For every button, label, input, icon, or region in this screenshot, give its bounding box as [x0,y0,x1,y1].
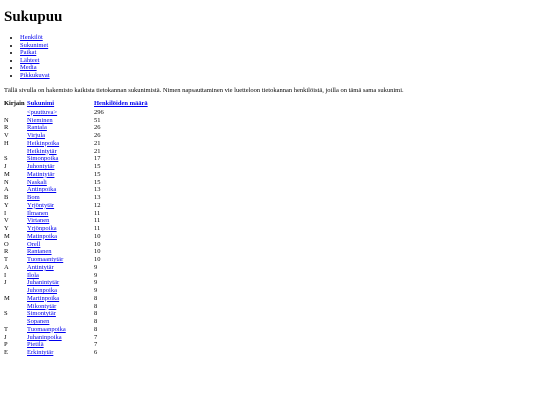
row-surname-cell [27,171,94,179]
row-letter [4,318,27,326]
table-row [4,148,154,156]
surname-link[interactable]: Martinpoika [27,294,60,302]
header-letter: Kirjain [4,100,25,107]
sort-by-count-link[interactable]: Henkilöiden määrä [94,100,148,107]
row-count: 8 [94,310,98,318]
row-letter [4,109,27,117]
row-count: 21 [94,147,101,155]
table-row [4,132,154,140]
row-letter: J [4,333,7,341]
table-row [4,264,154,272]
row-count: 26 [94,124,101,132]
table-row [4,171,154,179]
table-row [4,186,154,194]
row-surname-cell [27,233,94,241]
row-surname-cell [27,194,94,202]
row-surname-cell [27,272,94,280]
surname-link[interactable]: Juhontytär [27,163,55,170]
row-count: 8 [94,325,98,333]
row-surname-cell [27,179,94,187]
row-count: 10 [94,232,101,240]
row-count: 11 [94,209,101,217]
row-surname-cell [27,155,94,163]
row-letter: O [4,240,9,248]
row-letter: E [4,349,8,356]
row-count: 8 [94,294,98,302]
row-letter: T [4,325,8,333]
table-row [4,326,154,334]
row-surname-cell [27,349,94,357]
table-row [4,295,154,303]
row-letter: B [4,194,9,201]
surname-link[interactable]: Orell [27,240,41,248]
nav-item-media [20,64,50,72]
surname-link[interactable]: Tuomaantytär [27,256,64,263]
table-header-row [4,100,154,109]
surname-link[interactable]: Juhaninpoika [27,333,62,341]
nav-item-lahteet [20,57,50,65]
row-letter [4,287,27,295]
surname-link[interactable]: Erkintytär [27,349,54,356]
surname-link[interactable]: Juhonpoika [27,287,57,294]
row-letter: R [4,248,9,256]
table-row [4,210,154,218]
row-count: 15 [94,178,101,186]
nav-item-paikat [20,49,50,57]
nav-link-sukunimet[interactable]: Sukunimet [20,41,49,49]
row-count: 9 [94,287,98,294]
row-surname-cell [27,341,94,349]
row-letter: J [4,163,7,170]
row-surname-cell [27,256,94,264]
surname-link[interactable]: <puuttuva> [27,108,58,116]
row-letter: H [4,139,9,147]
page-title: Sukupuu [4,9,63,25]
row-letter: Y [4,201,9,209]
surname-link[interactable]: Matintytär [27,170,55,178]
row-count: 8 [94,318,98,325]
table-row [4,287,154,295]
row-surname-cell [27,241,94,249]
row-count: 26 [94,132,101,139]
row-surname-cell [27,109,94,117]
row-count: 9 [94,263,98,271]
table-row [4,272,154,280]
row-letter: J [4,279,7,287]
surname-table-body [4,109,154,357]
table-row [4,194,154,202]
surname-link[interactable]: Antinpoika [27,186,57,194]
row-count: 6 [94,349,98,356]
surname-link[interactable]: Simontytär [27,310,56,318]
surname-table [4,100,154,357]
surname-link[interactable]: Juhanintytär [27,279,60,287]
row-count: 51 [94,116,101,124]
row-count: 8 [94,302,98,310]
nav-link-henkilot[interactable]: Henkilöt [20,34,43,41]
row-count: 9 [94,279,98,287]
row-surname-cell [27,140,94,148]
table-row [4,124,154,132]
row-surname-cell [27,264,94,272]
nav-item-henkilot [20,34,50,42]
row-letter: P [4,341,8,349]
table-row [4,163,154,171]
surname-link[interactable]: Bom [27,194,40,201]
row-count: 13 [94,194,101,201]
row-surname-cell [27,248,94,256]
row-count: 12 [94,201,101,209]
row-surname-cell [27,318,94,326]
row-letter: M [4,294,10,302]
row-surname-cell [27,334,94,342]
surname-link[interactable]: Naskali [27,178,47,186]
row-surname-cell [27,326,94,334]
surname-link[interactable]: Nieminen [27,116,53,124]
row-count: 21 [94,139,101,147]
row-surname-cell [27,217,94,225]
nav-item-pikkukuvat [20,72,50,80]
table-row [4,310,154,318]
row-letter: N [4,116,9,124]
surname-link[interactable]: Pietilä [27,341,44,349]
table-row [4,279,154,287]
row-count: 15 [94,170,101,178]
sort-by-surname-link[interactable]: Sukunimi [27,100,55,107]
row-count: 10 [94,248,101,256]
row-surname-cell [27,124,94,132]
row-letter: A [4,263,9,271]
row-surname-cell [27,210,94,218]
table-row [4,241,154,249]
table-row [4,256,154,264]
row-letter: V [4,217,9,225]
table-row [4,109,154,117]
row-letter: S [4,310,8,318]
surname-link[interactable]: Simonpoika [27,155,59,163]
row-letter: A [4,186,9,194]
table-row [4,334,154,342]
row-count: 15 [94,163,101,170]
surname-link[interactable]: Antintytär [27,263,54,271]
row-count: 10 [94,240,101,248]
surname-link[interactable]: Yrjöntytär [27,201,55,209]
surname-link[interactable]: Heikinpoika [27,139,60,147]
row-letter: M [4,232,10,240]
surname-link[interactable]: Mikontytär [27,302,57,310]
row-count: 11 [94,217,101,225]
surname-link[interactable]: Rantala [27,124,47,132]
row-surname-cell [27,287,94,295]
header-surname [27,100,94,109]
row-count: 17 [94,155,101,163]
row-surname-cell [27,295,94,303]
row-letter [4,148,27,156]
row-letter: T [4,256,8,263]
surname-link[interactable]: Tuomaanpoika [27,325,66,333]
surname-link[interactable]: Virjula [27,132,46,139]
row-letter: S [4,155,8,163]
row-surname-cell [27,310,94,318]
surname-link[interactable]: Heikintytär [27,147,57,155]
navigation-menu [0,34,50,79]
row-surname-cell [27,117,94,125]
table-row [4,155,154,163]
surname-link[interactable]: Sopanen [27,318,50,325]
row-surname-cell [27,186,94,194]
surname-link[interactable]: Ilmanen [27,209,49,217]
row-surname-cell [27,303,94,311]
table-row [4,341,154,349]
table-row [4,248,154,256]
table-row [4,318,154,326]
table-row [4,303,154,311]
row-letter: M [4,170,10,178]
row-count: 7 [94,341,98,349]
row-surname-cell [27,279,94,287]
row-surname-cell [27,202,94,210]
row-count: 13 [94,186,101,194]
row-letter: N [4,178,9,186]
nav-item-sukunimet [20,42,50,50]
table-row [4,140,154,148]
nav-link-lahteet[interactable]: Lähteet [20,56,40,64]
nav-link-pikkukuvat[interactable]: Pikkukuvat [20,71,50,79]
row-surname-cell [27,148,94,156]
table-row [4,225,154,233]
row-surname-cell [27,163,94,171]
row-count: 10 [94,256,101,263]
row-count: 7 [94,333,98,341]
surname-link[interactable]: Yrjönpoika [27,225,57,232]
surname-link[interactable]: Rantanen [27,248,52,256]
row-letter: I [4,271,7,279]
table-row [4,179,154,187]
nav-link-paikat[interactable]: Paikat [20,49,37,56]
table-row [4,217,154,225]
row-letter: Y [4,225,9,232]
table-row [4,202,154,210]
row-surname-cell [27,225,94,233]
row-letter [4,303,27,311]
row-count: 11 [94,225,101,232]
table-row [4,117,154,125]
table-row [4,233,154,241]
row-letter: I [4,209,7,217]
row-count: 9 [94,271,98,279]
surname-link[interactable]: Virtanen [27,217,50,225]
row-letter: V [4,132,9,139]
row-letter: R [4,124,9,132]
intro-text: Tällä sivulla on hakemisto kaikista tietokannan sukunimistä. Nimen napsauttaminen vie luetteloon tietokannan henkilöistä, joilla on tämä sama sukunimi. [4,87,404,94]
row-count: 296 [94,108,104,116]
nav-link-media[interactable]: Media [20,64,37,71]
header-count [94,100,154,109]
table-row [4,349,154,357]
row-surname-cell [27,132,94,140]
surname-link[interactable]: Ilola [27,271,39,279]
surname-link[interactable]: Matinpoika [27,232,57,240]
